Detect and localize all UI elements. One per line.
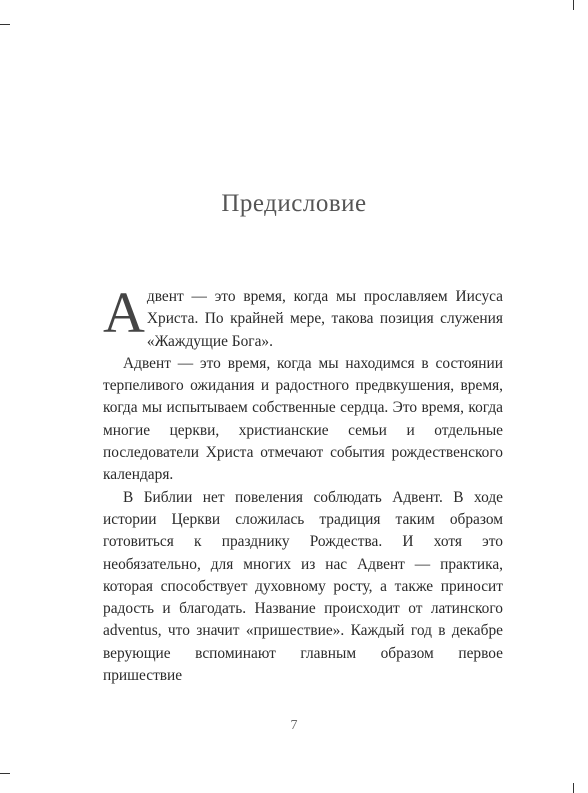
paragraph-1	[103, 280, 503, 353]
body-text	[103, 280, 503, 687]
crop-mark-top-right	[573, 0, 574, 10]
crop-mark-bottom-right	[573, 783, 574, 793]
paragraph-2: Адвент — это время, когда мы находимся в состоянии терпеливого ожидания и радостного предвкушения, время, когда мы испытываем собственные сердца. Это время, когда многие церкви, христианские семьи и отдельные последователи Христа отмечают события рождественского календаря.	[103, 354, 503, 484]
paragraph-3: В Библии нет повеления соблюдать Адвент. В ходе истории Церкви сложилась традиция таким образом готовиться к празднику Рождества. И хотя это необязательно, для многих из нас Адвент — практика, которая способствует духовному росту, а также приносит радость и благодать. Название происходит от латинского adventus, что значит «пришествие». Каждый год в декабре верующие вспоминают главным образом первое пришествие	[103, 488, 503, 685]
page-number: 7	[290, 718, 298, 733]
chapter-title: Предисловие	[221, 189, 367, 217]
paragraph-1-text: двент — это время, когда мы прославляем Иисуса Христа. По крайней мере, такова позиция служения «Жаждущие Бога».	[146, 288, 503, 350]
crop-mark-bottom-left	[0, 773, 10, 774]
crop-mark-top-left	[0, 24, 10, 25]
drop-cap: А	[103, 280, 145, 345]
